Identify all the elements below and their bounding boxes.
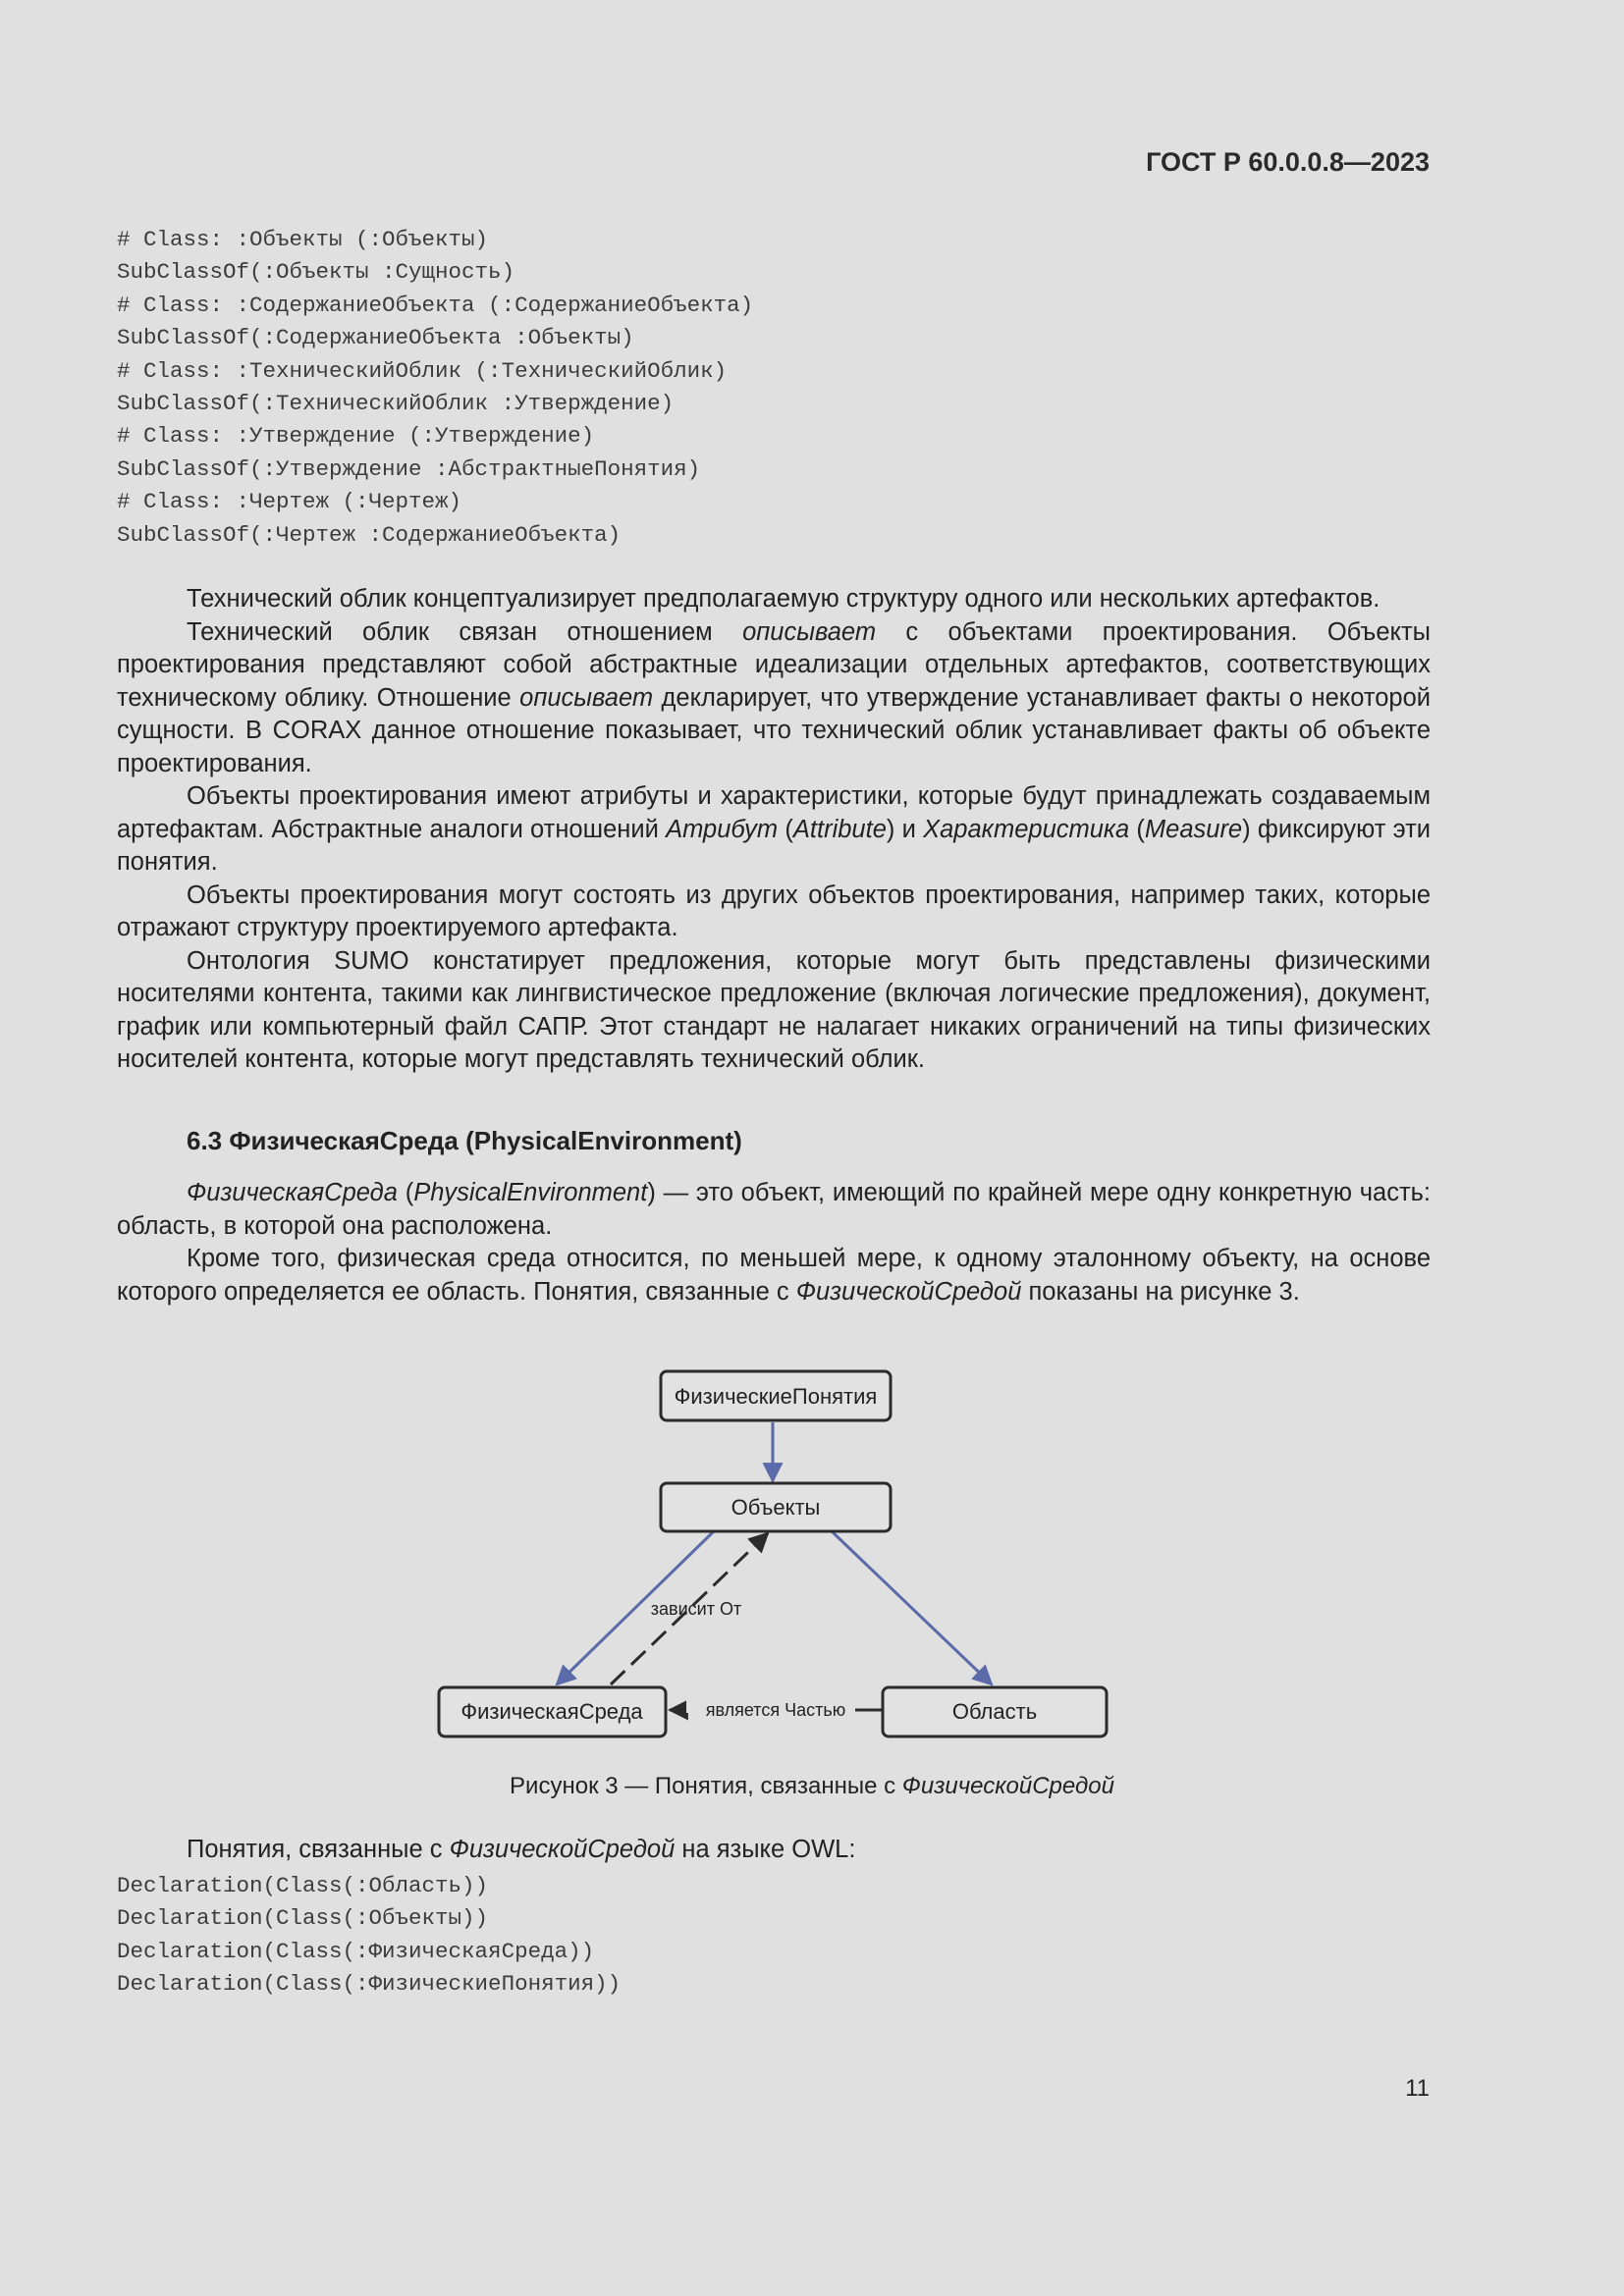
edge-label-depends-on: зависит От xyxy=(650,1599,742,1619)
paragraph: Технический облик концептуализирует предполагаемую структуру одного или нескольких артефактов. xyxy=(187,585,1380,613)
edge-label-part-of: является Частью xyxy=(705,1700,846,1720)
node-region xyxy=(883,1687,1107,1736)
document-standard-id: ГОСТ Р 60.0.0.8—2023 xyxy=(1146,147,1430,177)
node-label: Область xyxy=(951,1699,1038,1724)
code-line: Declaration(Class(:Объекты)) xyxy=(117,1905,489,1932)
code-line: SubClassOf(:Чертеж :СодержаниеОбъекта) xyxy=(117,521,622,548)
code-line: Declaration(Class(:ФизическаяСреда)) xyxy=(117,1938,595,1964)
code-line: # Class: :Чертеж (:Чертеж) xyxy=(117,489,462,515)
paragraph: Технический облик связан отношением описывает с объектами проектирования. Объекты проектирования представляют собой абстрактные идеализации отдельных артефактов, соответствующих техническому облику. Отношение описывает декларирует, что утверждение устанавливает факты о некоторой сущности. В CORAX данное отношение показывает, что технический облик устанавливает факты об объекте проектирования. xyxy=(117,617,1432,777)
code-line: Declaration(Class(:ФизическиеПонятия)) xyxy=(117,1971,622,1998)
section-heading: 6.3 ФизическаяСреда (PhysicalEnvironment) xyxy=(187,1126,742,1155)
page-number: 11 xyxy=(1405,2075,1430,2102)
paragraph: Объекты проектирования имеют атрибуты и характеристики, которые будут принадлежать создаваемым артефактам. Абстрактные аналоги отношений Атрибут (Attribute) и Характеристика (Measure) фиксируют эти понятия. xyxy=(117,782,1432,876)
code-line: SubClassOf(:Объекты :Сущность) xyxy=(117,259,515,286)
node-label: Объекты xyxy=(731,1495,821,1520)
code-line: Declaration(Class(:Область)) xyxy=(117,1873,489,1898)
node-objects xyxy=(661,1483,891,1531)
code-line: SubClassOf(:ТехническийОблик :Утверждение) xyxy=(117,391,675,417)
code-line: # Class: :Объекты (:Объекты) xyxy=(117,227,489,252)
node-label: ФизическаяСреда xyxy=(460,1699,643,1724)
paragraph: Онтология SUMO констатирует предложения, которые могут быть представлены физическими носителями контента, такими как лингвистическое предложение (включая логические предложения), документ, график или компьютерный файл САПР. Этот стандарт не налагает никаких ограничений на типы физических носителей контента, которые могут представлять технический облик. xyxy=(117,946,1431,1073)
code-line: SubClassOf(:СодержаниеОбъекта :Объекты) xyxy=(117,325,634,351)
node-physical-environment xyxy=(439,1687,666,1736)
subclass-arrow-objects-to-region xyxy=(832,1531,992,1684)
paragraph: Кроме того, физическая среда относится, по меньшей мере, к одному эталонному объекту, на основе которого определяется ее область. Понятия, связанные с ФизическойСредой показаны на рисунке 3. xyxy=(117,1245,1431,1306)
paragraph: Объекты проектирования могут состоять из других объектов проектирования, например таких, которые отражают структуру проектируемого артефакта. xyxy=(117,881,1431,941)
figure-caption: Рисунок 3 — Понятия, связанные с ФизическойСредой xyxy=(510,1773,1114,1799)
node-label: ФизическиеПонятия xyxy=(674,1384,878,1409)
owl-intro-line: Понятия, связанные с ФизическойСредой на языке OWL: xyxy=(187,1836,856,1863)
owl-declarations-code-block xyxy=(117,1870,621,2002)
code-line: # Class: :СодержаниеОбъекта (:СодержаниеОбъекта) xyxy=(117,292,754,318)
node-physical-concepts xyxy=(661,1371,891,1420)
paragraph: ФизическаяСреда (PhysicalEnvironment) — это объект, имеющий по крайней мере одну конкретную часть: область, в которой она расположена. xyxy=(117,1179,1432,1240)
code-line: SubClassOf(:Утверждение :АбстрактныеПонятия) xyxy=(117,455,701,482)
code-line: # Class: :Утверждение (:Утверждение) xyxy=(117,423,595,450)
code-line: # Class: :ТехническийОблик (:ТехническийОблик) xyxy=(117,357,728,384)
